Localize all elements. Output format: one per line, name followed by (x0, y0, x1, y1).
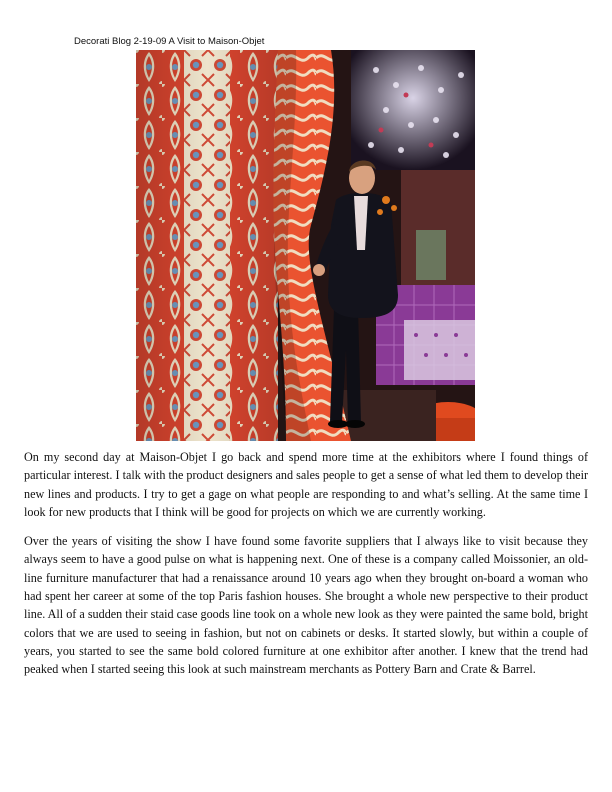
page-header: Decorati Blog 2-19-09 A Visit to Maison-Objet (74, 36, 265, 47)
paragraph: Over the years of visiting the show I have found some favorite suppliers that I always like to visit because they always seem to have a good pulse on what is happening next. One of these is a company called Moissonier, an old-line furniture manufacturer that had a renaissance around 10 years ago when they brought on-board a woman who had spent her career at some of the top Paris fashion houses. She brought a whole new perspective to their product line. All of a sudden their staid case goods line took on a whole new look as they were painted the same bold, bright colors that we are used to seeing in fashion, but not on cabinets or desks. It started slowly, but within a couple of years, you started to see the same bold colored furniture at one exhibitor after another. I knew that the trend had peaked when I started seeing this look at such mainstream merchants as Pottery Barn and Crate & Barrel. (24, 534, 588, 677)
paragraph: On my second day at Maison-Objet I go back and spend more time at the exhibitors where I found things of particular interest. I talk with the product designers and sales people to get a sense of what led them to develop their new lines and products. I try to get a gage on what people are responding to and what’s selling. At the same time I look for new products that I think will be good for projects on which we are currently working. (24, 450, 588, 519)
article-photo (136, 50, 475, 441)
showroom-photo-illustration (136, 50, 475, 441)
article-body (24, 448, 588, 690)
